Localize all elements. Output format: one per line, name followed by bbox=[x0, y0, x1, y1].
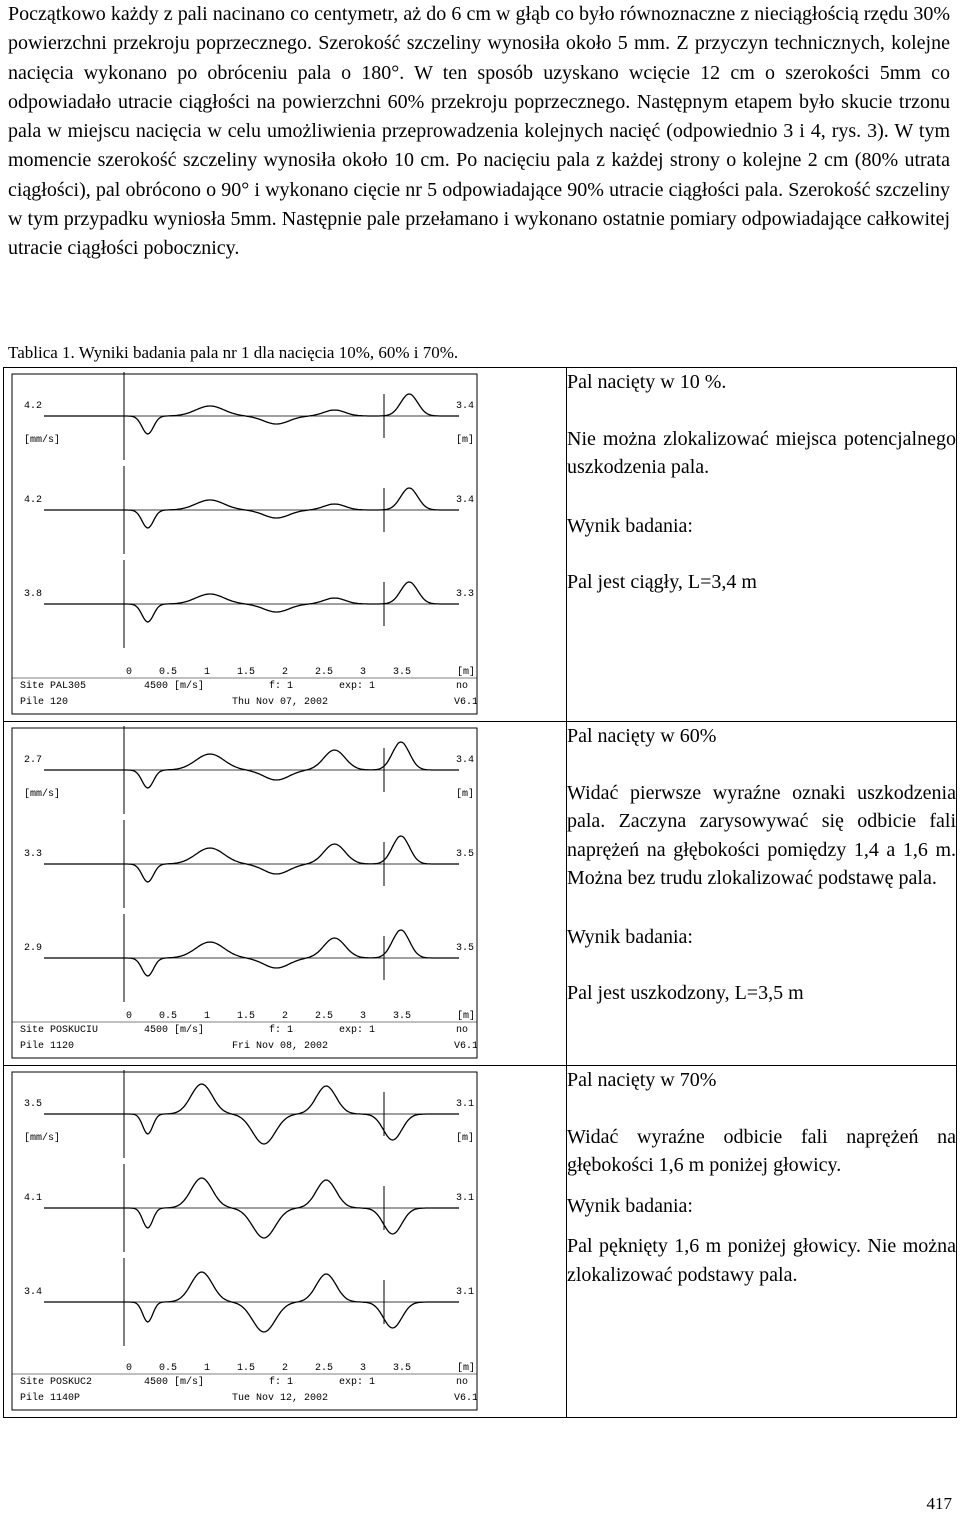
axis-tick-label: [m] bbox=[456, 1011, 476, 1022]
figure-cell bbox=[4, 1066, 567, 1418]
trace-scale-label: 3.4 bbox=[24, 1287, 43, 1298]
velocity-trace bbox=[44, 930, 459, 976]
info-text: Site POSKUC2 bbox=[20, 1377, 93, 1388]
trace-chart-3 bbox=[4, 1066, 566, 1416]
axis-tick-label: 0.5 bbox=[158, 667, 178, 678]
trace-scale-label: 2.7 bbox=[24, 755, 43, 766]
table-row bbox=[4, 722, 957, 1066]
page-number: 417 bbox=[926, 1494, 952, 1513]
axis-tick-label: 2 bbox=[281, 1363, 289, 1374]
row-description: Widać pierwsze wyraźne oznaki uszkodzenia pala. Zaczyna zarysowywać się odbicie fali naprężeń na głębokości pomiędzy 1,4 a 1,6 m. Można bez trudu zlokalizować podstawę pala. bbox=[567, 781, 956, 889]
trace-length-label: 3.5 bbox=[456, 943, 475, 954]
velocity-trace bbox=[44, 394, 459, 434]
table-caption: Tablica 1. Wyniki badania pala nr 1 dla nacięcia 10%, 60% i 70%. bbox=[8, 343, 459, 362]
axis-tick-label: [m] bbox=[456, 667, 476, 678]
row-description: Widać wyraźne odbicie fali naprężeń na głębokości 1,6 m poniżej głowicy. bbox=[567, 1125, 956, 1176]
result-text: Pal jest ciągły, L=3,4 m bbox=[567, 571, 757, 593]
info-text: Site POSKUCIU bbox=[20, 1025, 99, 1036]
axis-tick-label: 2 bbox=[281, 1011, 289, 1022]
body-paragraph: Początkowo każdy z pali nacinano co centymetr, aż do 6 cm w głąb co było równoznaczne z nieciągłością rzędu 30% powierzchni przekroju poprzecznego. Szerokość szczeliny wynosiła około 5 mm. Z przyczyn technicznych, kolejne nacięcia wykonano po obróceniu pala o 180°. W ten sposób uzyskano wcięcie 12 cm o szerokości 5mm co odpowiadało utracie ciągłości na powierzchni 60% przekroju poprzecznego. Następnym etapem było skucie trzonu pala w miejscu nacięcia w celu umożliwienia przeprowadzenia kolejnych nacięć (odpowiednio 3 i 4, rys. 3). W tym momencie szerokość szczeliny wynosiła około 10 cm. Po nacięciu pala z każdej strony o kolejne 2 cm (80% utrata ciągłości), pal obrócono o 90° i wykonano cięcie nr 5 odpowiadające 90% utracie ciągłości pala. Szerokość szczeliny w tym przypadku wyniosła 5mm. Następnie pale przełamano i wykonano ostatnie pomiary odpowiadające całkowitej utracie ciągłości pobocznicy. bbox=[8, 3, 950, 260]
velocity-unit: [mm/s] bbox=[24, 789, 61, 800]
axis-tick-label: 0 bbox=[125, 667, 133, 678]
plot-frame bbox=[12, 728, 477, 1058]
info-text: exp: 1 bbox=[339, 1377, 376, 1388]
trace-scale-label: 3.5 bbox=[24, 1099, 43, 1110]
info-text: exp: 1 bbox=[339, 681, 376, 692]
trace-chart-1 bbox=[4, 368, 566, 720]
row-title: Pal nacięty w 60% bbox=[567, 725, 717, 747]
axis-tick-label: 1.5 bbox=[236, 1363, 256, 1374]
axis-tick-label: 3.5 bbox=[392, 667, 412, 678]
info-text: Pile 1140P bbox=[20, 1393, 81, 1404]
trace-chart-2 bbox=[4, 722, 566, 1064]
figure-cell bbox=[4, 368, 567, 722]
trace-length-label: 3.4 bbox=[456, 755, 475, 766]
info-text: 4500 [m/s] bbox=[144, 1377, 205, 1388]
result-text: Pal pęknięty 1,6 m poniżej głowicy. Nie można zlokalizować podstawy pala. bbox=[567, 1235, 956, 1286]
text-cell bbox=[567, 368, 957, 722]
axis-tick-label: 0.5 bbox=[158, 1363, 178, 1374]
row-title: Pal nacięty w 10 %. bbox=[567, 371, 727, 393]
info-text: V6.1 bbox=[454, 1393, 479, 1404]
axis-tick-label: 0 bbox=[125, 1363, 133, 1374]
trace-scale-label: 3.8 bbox=[24, 589, 43, 600]
row-title: Pal nacięty w 70% bbox=[567, 1069, 717, 1091]
info-text: V6.1 bbox=[454, 697, 479, 708]
axis-tick-label: 3 bbox=[359, 1011, 367, 1022]
info-text: no bbox=[456, 1377, 469, 1388]
trace-scale-label: 3.3 bbox=[24, 849, 43, 860]
plot-frame bbox=[12, 374, 477, 714]
axis-tick-label: 3 bbox=[359, 667, 367, 678]
result-label: Wynik badania: bbox=[567, 514, 693, 537]
velocity-trace bbox=[44, 836, 459, 882]
trace-length-label: 3.3 bbox=[456, 589, 475, 600]
axis-tick-label: 2 bbox=[281, 667, 289, 678]
trace-scale-label: 4.2 bbox=[24, 401, 43, 412]
table-row bbox=[4, 368, 957, 722]
info-text: f: 1 bbox=[269, 1025, 294, 1036]
table-row bbox=[4, 1066, 957, 1418]
axis-tick-label: 1.5 bbox=[236, 667, 256, 678]
info-text: f: 1 bbox=[269, 1377, 294, 1388]
info-text: 4500 [m/s] bbox=[144, 1025, 205, 1036]
axis-tick-label: 2.5 bbox=[314, 1011, 334, 1022]
trace-length-label: 3.1 bbox=[456, 1287, 475, 1298]
length-unit: [m] bbox=[456, 1133, 475, 1144]
info-text: exp: 1 bbox=[339, 1025, 376, 1036]
trace-scale-label: 2.9 bbox=[24, 943, 43, 954]
result-label: Wynik badania: bbox=[567, 1194, 693, 1217]
axis-tick-label: 3.5 bbox=[392, 1011, 412, 1022]
info-text: Pile 120 bbox=[20, 697, 69, 708]
axis-tick-label: 0.5 bbox=[158, 1011, 178, 1022]
velocity-unit: [mm/s] bbox=[24, 435, 61, 446]
trace-length-label: 3.1 bbox=[456, 1193, 475, 1204]
axis-tick-label: [m] bbox=[456, 1363, 476, 1374]
trace-length-label: 3.4 bbox=[456, 401, 475, 412]
axis-tick-label: 1 bbox=[203, 667, 211, 678]
length-unit: [m] bbox=[456, 789, 475, 800]
result-text: Pal jest uszkodzony, L=3,5 m bbox=[567, 982, 804, 1004]
trace-length-label: 3.5 bbox=[456, 849, 475, 860]
info-text: no bbox=[456, 1025, 469, 1036]
axis-tick-label: 1 bbox=[203, 1011, 211, 1022]
info-text: no bbox=[456, 681, 469, 692]
trace-scale-label: 4.2 bbox=[24, 495, 43, 506]
row-description: Nie można zlokalizować miejsca potencjalnego uszkodzenia pala. bbox=[567, 427, 956, 478]
info-text: f: 1 bbox=[269, 681, 294, 692]
length-unit: [m] bbox=[456, 435, 475, 446]
velocity-unit: [mm/s] bbox=[24, 1133, 61, 1144]
info-text: Fri Nov 08, 2002 bbox=[232, 1041, 329, 1052]
info-text: Tue Nov 12, 2002 bbox=[232, 1393, 329, 1404]
trace-length-label: 3.4 bbox=[456, 495, 475, 506]
results-table bbox=[3, 367, 957, 1418]
info-text: Site PAL305 bbox=[20, 681, 87, 692]
figure-cell bbox=[4, 722, 567, 1066]
text-cell bbox=[567, 722, 957, 1066]
info-text: 4500 [m/s] bbox=[144, 681, 205, 692]
plot-frame bbox=[12, 1072, 477, 1410]
trace-scale-label: 4.1 bbox=[24, 1193, 43, 1204]
axis-tick-label: 2.5 bbox=[314, 1363, 334, 1374]
result-label: Wynik badania: bbox=[567, 925, 693, 948]
axis-tick-label: 1 bbox=[203, 1363, 211, 1374]
info-text: V6.1 bbox=[454, 1041, 479, 1052]
velocity-trace bbox=[44, 488, 459, 528]
trace-length-label: 3.1 bbox=[456, 1099, 475, 1110]
axis-tick-label: 3.5 bbox=[392, 1363, 412, 1374]
info-text: Pile 1120 bbox=[20, 1041, 75, 1052]
axis-tick-label: 2.5 bbox=[314, 667, 334, 678]
text-cell bbox=[567, 1066, 957, 1418]
velocity-trace bbox=[44, 582, 459, 622]
axis-tick-label: 1.5 bbox=[236, 1011, 256, 1022]
info-text: Thu Nov 07, 2002 bbox=[232, 697, 329, 708]
velocity-trace bbox=[44, 742, 459, 788]
axis-tick-label: 3 bbox=[359, 1363, 367, 1374]
axis-tick-label: 0 bbox=[125, 1011, 133, 1022]
